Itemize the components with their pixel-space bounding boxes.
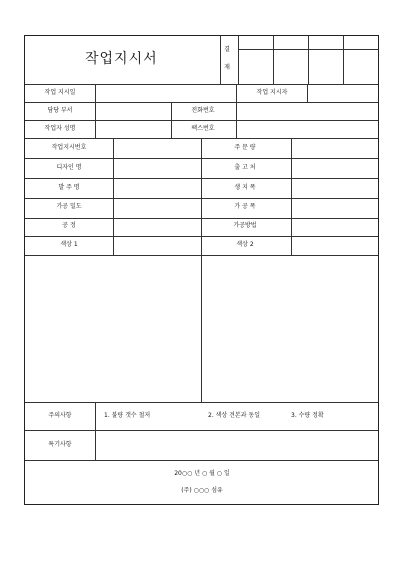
row-divider [25, 430, 378, 431]
spec-label-fabric-width: 생 지 폭 [234, 184, 256, 191]
row-divider [25, 102, 378, 103]
spec-label-design: 디자인 명 [56, 164, 82, 171]
col-divider [236, 84, 237, 138]
approval-divider [273, 36, 274, 84]
info-label-order-date: 작업 지시일 [44, 89, 76, 96]
notes-label: 주의사항 [48, 412, 72, 419]
row-divider [25, 460, 378, 461]
spec-label-density: 가공 밀도 [56, 203, 82, 210]
spec-label-quantity: 주 문 량 [234, 144, 256, 151]
info-label-worker: 작업자 성명 [44, 125, 76, 132]
approval-divider [238, 49, 379, 50]
col-divider [307, 84, 308, 102]
notes-item-1: 1. 불량 갯수 철저 [104, 412, 151, 419]
spec-label-process-width: 가 공 폭 [234, 203, 256, 210]
spec-label-order-no: 작업지시번호 [51, 144, 87, 151]
approval-divider [238, 36, 239, 84]
col-divider [113, 138, 114, 255]
col-divider [171, 102, 172, 138]
row-divider [25, 402, 378, 403]
notes-item-3: 3. 수량 정확 [291, 412, 324, 419]
notes-item-2: 2. 색상 견본과 동일 [208, 412, 261, 419]
special-label: 특기사항 [48, 441, 72, 448]
footer-date: 20○○ 년 ○ 월 ○ 일 [174, 470, 230, 477]
approval-divider [343, 36, 344, 84]
spec-label-process: 공 정 [62, 222, 76, 229]
col-divider [95, 84, 96, 138]
info-label-issuer: 작업 지시자 [256, 89, 288, 96]
info-label-fax: 팩스번호 [191, 125, 215, 132]
info-label-department: 담당 부서 [47, 107, 73, 114]
spec-label-ship-to: 출 고 처 [234, 164, 256, 171]
col-divider [95, 402, 96, 460]
spec-label-color-2: 색상 2 [236, 241, 254, 248]
footer-company: (주) ○○○ 섬유 [181, 487, 223, 494]
approval-divider [220, 36, 221, 84]
spec-label-order-name: 발 주 명 [58, 184, 80, 191]
col-divider [291, 138, 292, 255]
col-divider [201, 138, 202, 402]
row-divider [25, 120, 378, 121]
approval-label-2: 재 [224, 64, 230, 71]
work-order-form [24, 35, 379, 505]
approval-divider [308, 36, 309, 84]
info-label-phone: 전화번호 [191, 107, 215, 114]
spec-label-color-1: 색상 1 [60, 241, 78, 248]
approval-label-1: 결 [224, 46, 230, 53]
row-divider [25, 84, 378, 85]
spec-label-method: 가공방법 [233, 222, 257, 229]
form-title: 작업지시서 [85, 51, 158, 67]
